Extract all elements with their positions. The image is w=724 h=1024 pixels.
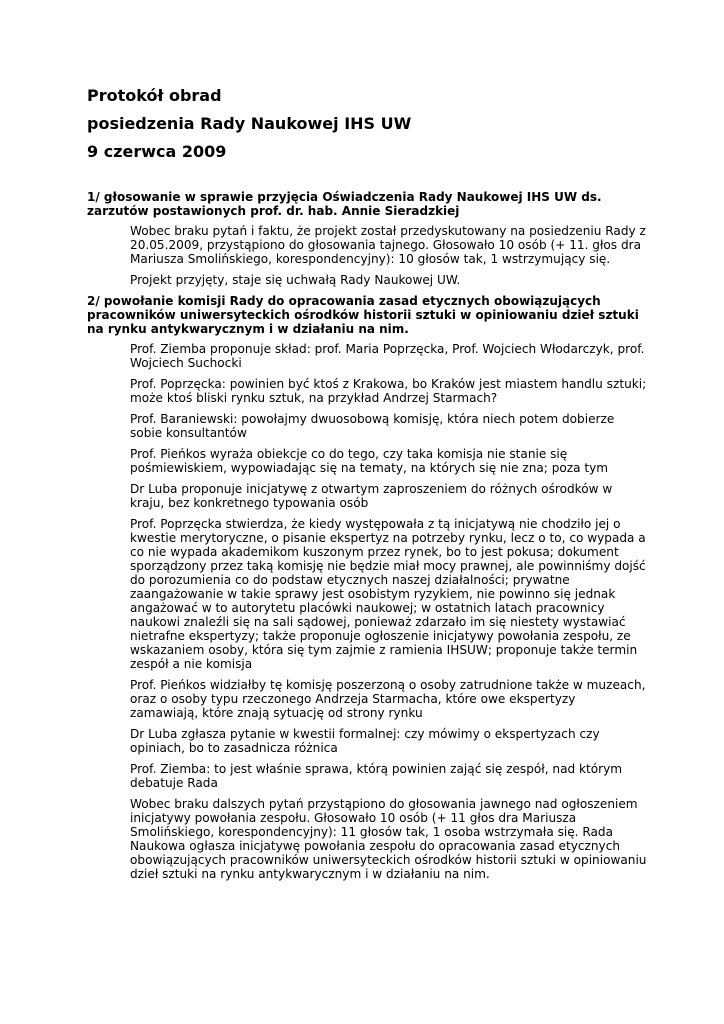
section-2-paragraph: Prof. Poprzęcka: powinien być ktoś z Krakowa, bo Kraków jest miastem handlu sztuki; może ktoś bliski rynku sztuk, na przykład Andrzej Starmach?	[130, 377, 647, 405]
section-2-paragraph: Prof. Poprzęcka stwierdza, że kiedy występowała z tą inicjatywą nie chodziło jej o kwestie merytoryczne, o pisanie ekspertyz na potrzeby rynku, lecz o to, co wypada a co nie wypada akademikom kuszonym przez rynek, bo to jest pokusa; dokument sporządzony przez taką komisję nie będzie miał mocy prawnej, ale powinniśmy dojść do porozumienia co do podstaw etycznych naszej działalności; prywatne zaangażowanie w takie sprawy jest osobistym ryzykiem, nie powinno się jednak angażować w to autorytetu placówki naukowej; w ostatnich latach pracownicy naukowi znaleźli się na sali sądowej, ponieważ zdarzało im się niestety wystawiać nietrafne ekspertyzy; także proponuje ogłoszenie inicjatywy powołania zespołu, ze wskazaniem osoby, która się tym zajmie z ramienia IHSUW; proponuje także termin zespół a nie komisja	[130, 517, 646, 671]
section-2-paragraph: Dr Luba proponuje inicjatywę z otwartym zaproszeniem do różnych ośrodków w kraju, bez konkretnego typowania osób	[130, 482, 613, 510]
section-2-paragraph: Prof. Baraniewski: powołajmy dwuosobową komisję, która niech potem dobierze sobie konsultantów	[130, 412, 615, 440]
section-2	[87, 294, 647, 881]
section-1-paragraph: Wobec braku pytań i faktu, że projekt został przedyskutowany na posiedzeniu Rady z 20.05.2009, przystąpiono do głosowania tajnego. Głosowało 10 osób (+ 11. głos dra Mariusza Smolińskiego, korespondencyjny): 10 głosów tak, 1 wstrzymujący się.	[130, 224, 646, 266]
title-line-2: posiedzenia Rady Naukowej IHS UW	[87, 114, 412, 133]
title-line-3: 9 czerwca 2009	[87, 142, 227, 161]
section-2-paragraph: Prof. Ziemba proponuje skład: prof. Maria Poprzęcka, Prof. Wojciech Włodarczyk, prof. Wojciech Suchocki	[130, 342, 645, 370]
section-2-paragraph: Prof. Ziemba: to jest właśnie sprawa, którą powinien zająć się zespół, nad którym debatuje Rada	[130, 762, 623, 790]
section-2-paragraph: Dr Luba zgłasza pytanie w kwestii formalnej: czy mówimy o ekspertyzach czy opiniach, bo to zasadnicza różnica	[130, 727, 600, 755]
section-2-heading: 2/ powołanie komisji Rady do opracowania zasad etycznych obowiązujących pracowników uniwersyteckich ośrodków historii sztuki w opiniowaniu dzieł sztuki na rynku antykwarycznym i w działaniu na nim.	[87, 294, 639, 336]
section-1-heading: 1/ głosowanie w sprawie przyjęcia Oświadczenia Rady Naukowej IHS UW ds. zarzutów postawionych prof. dr. hab. Annie Sieradzkiej	[87, 190, 602, 218]
title-line-1: Protokół obrad	[87, 86, 222, 105]
document-title	[87, 84, 647, 164]
section-2-paragraph: Wobec braku dalszych pytań przystąpiono do głosowania jawnego nad ogłoszeniem inicjatywy powołania zespołu. Głosowało 10 osób (+ 11 głos dra Mariusza Smolińskiego, korespondencyjny): 11 głosów tak, 1 osoba wstrzymała się. Rada Naukowa ogłasza inicjatywę powołania zespołu do opracowania zasad etycznych obowiązujących pracowników uniwersyteckich ośrodków historii sztuki w opiniowaniu dzieł sztuki na rynku antykwarycznym i w działaniu na nim.	[130, 797, 647, 881]
document-page	[87, 84, 647, 888]
section-1-paragraph: Projekt przyjęty, staje się uchwałą Rady Naukowej UW.	[130, 273, 461, 287]
section-1	[87, 190, 647, 287]
section-2-paragraph: Prof. Pieńkos widziałby tę komisję poszerzoną o osoby zatrudnione także w muzeach, oraz o osoby typu rzeczonego Andrzeja Starmacha, które owe ekspertyzy zamawiają, które znają sytuację od strony rynku	[130, 678, 646, 720]
section-2-paragraph: Prof. Pieńkos wyraża obiekcje co do tego, czy taka komisja nie stanie się pośmiewiskiem, wypowiadając się na tematy, na których się nie zna; poza tym	[130, 447, 609, 475]
